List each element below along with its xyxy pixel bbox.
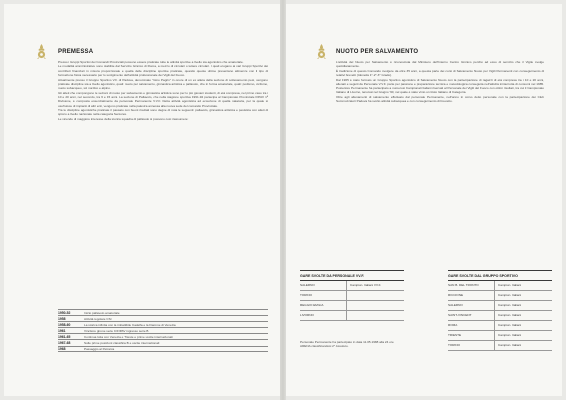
- paragraph: È tradizione di questo Comando svolgere da oltre 35 anni, a questa parte dei corsi di Salvamento Nuoto per Vigili Permanenti con conseguimento di relativi brevetti (Idoneità 1°-2°-3° Grado).: [336, 68, 544, 78]
- timeline-year: 1961: [58, 328, 66, 333]
- right-page: [286, 4, 562, 396]
- gruppo-races-table: [448, 270, 552, 351]
- race-result: Campion. Italiani: [494, 331, 552, 340]
- paragraph: Tra le discipline agonistiche praticate il passato con buoni risultati sono degne di nota le seguenti: pallavolo, ginnastica artistica e pesistica con atleti di spicco a livello nazionale nella categoria Seniores.: [58, 108, 268, 117]
- table-row: [448, 281, 552, 291]
- timeline-description: Inizio pallavolo amatoriale: [84, 310, 120, 315]
- race-result: Campion. Italiani: [494, 301, 552, 310]
- volleyball-timeline-table: [58, 309, 268, 352]
- timeline-description: Vincitore girone serie C/FIPAV ingresso serie B: [84, 328, 149, 333]
- timeline-year: 1961-65: [58, 334, 71, 339]
- timeline-description: La storica infinita con la imbattibile Cadelfa e la Fiamme di Venezia: [84, 322, 176, 327]
- race-place: REGGIO EMILIA: [300, 303, 324, 307]
- table-row: [448, 311, 552, 321]
- timeline-year: 1958-60: [58, 322, 71, 327]
- timeline-year: 1950-52: [58, 310, 71, 315]
- table-row: [58, 339, 268, 345]
- table-row: [58, 315, 268, 321]
- table-row: [58, 327, 268, 333]
- paragraph: Attualmente presso il Gruppo Sportivo V.F. di Padova, denominato "Gino Pagrin" in onore di un ex atleta della sezione di sollevamento pesi, vengono praticate discipline sia a livello agonistico, quali: nuoto per salvamento, ginnastica artistica e pallavolo, che in forma amatoriale, quali: podismo, ciclismo, nuoto subacqueo, sci nordico e alpino.: [58, 77, 268, 91]
- race-place: TORINO: [300, 293, 312, 297]
- table-row: [448, 331, 552, 341]
- race-place: SAN B. DEL TRONTO: [448, 283, 479, 287]
- table-row: [448, 341, 552, 351]
- paragraph: Oltre agli allenamenti di salvamento effettuato dal personale Permanente, nell'anno in corso detto personale con la partecipazione dei Club Sommozzatori Padova ha svolto attività subacquea e con conseguimento di brevetto.: [336, 94, 544, 104]
- timeline-description: Continua lotta con Venezia e Trieste e prime uscite internazionali: [84, 334, 173, 339]
- race-result: Campion. Italiani VV.F.: [346, 281, 404, 290]
- race-place: SALERNO: [448, 303, 463, 307]
- table-row: [58, 333, 268, 339]
- race-result: Campion. Italiani: [494, 341, 552, 350]
- table-title: GARE SVOLTE DA PERSONALE VV.F.: [300, 270, 404, 281]
- section-heading: NUOTO PER SALVAMENTO: [336, 49, 419, 55]
- race-result: Campion. Italiani: [494, 321, 552, 330]
- race-place: SALERNO: [300, 283, 315, 287]
- table-row: [300, 281, 404, 291]
- left-page: [4, 4, 280, 396]
- race-result: [346, 291, 404, 300]
- race-result: Campion. Italiani: [494, 311, 552, 320]
- race-place: SAINT-VINCENT: [448, 313, 472, 317]
- race-place: TORINO: [448, 343, 460, 347]
- timeline-year: 1958: [58, 316, 66, 321]
- race-place: ROMA: [448, 323, 458, 327]
- paragraph: Le vicende di maggiore interesse della storica squadra di pallavolo si possono così riassumere:: [58, 116, 189, 121]
- race-result: [346, 301, 404, 310]
- table-title: GARE SVOLTE DAL GRUPPO SPORTIVO: [448, 270, 552, 281]
- race-place: RICCIONE: [448, 293, 464, 297]
- table-row: [448, 321, 552, 331]
- paragraph: Dal 1965 è stato formato un Gruppo Sportivo agonistico di Salvamento Nuoto con la partecipazione di ragazzi di età compresa tra i 10 e 20 anni, allenati e seguiti da Personale V.V.F. parte per passione e preparazione tecnica e metodologica conseguita nell'attività ininterrotta di consumi nel 1985. Posteriore Permanente ha partecipato a numerosi Campionati Italiani riservati al Personale dei Vigili del Fuoco con ottimi risultati, tra cui il Campionato Italiano di Livorno, tenutosi nel Giugno '90, nel quale è stato vinto un titolo Italiano di Categoria.: [336, 77, 544, 95]
- table-row: [448, 301, 552, 311]
- paragraph: Le modalità amministrative sono stabilite dal Servizio Ginnico di Roma, a mezzo di circolari o lettere circolari. I quali erogano ai vari Gruppi Sportivi dei contributi finanziari in misura proporzionale e quella delle discipline sportive praticate, quando queste ultime presentano attinenze con il tipo di formazione fisica necessario per lo svolgimento dell'attività professionale dei Vigili del Fuoco.: [58, 64, 268, 78]
- body-text: [336, 60, 544, 165]
- paragraph: Gli atleti che compongono le sezioni di nuoto per salvamento e ginnastica artistica sono per lo più giovani studenti, di età compresa, nel primo caso tra i 10 e 20 anni, nel secondo, tra 6 e 15 anni. La sezione di Pallavolo, che nella stagione sportiva 1991-92 partecipa al Campionato Provinciale FIPAV 1ª Divisione, è composta essenzialmente da personale Permanente V.V.F. Detta attività agonistica ad eccezione di quella natatoria, per la quale si usufruisce di impianti di altri enti, vengono praticate nella palestra annessa alla nuova sede del comando Provinciale.: [58, 90, 268, 108]
- fireman-grenade-emblem-icon: [36, 44, 47, 59]
- paragraph: L'attività del Nuoto per Salvamento è riconosciuta dal Ministero dell'Interno Centro Ginnico perché ad esso di servizio che il Vigile svolge quotidianamente.: [336, 60, 544, 69]
- body-text: [58, 60, 268, 304]
- table-row: [58, 309, 268, 315]
- race-place: TRIESTE: [448, 333, 462, 337]
- table-row: [448, 291, 552, 301]
- section-heading: PREMESSA: [58, 49, 94, 55]
- timeline-description: Attività regolare CSI: [84, 316, 112, 321]
- paragraph: Presso i Gruppi Sportivi dei Comandi Provinciali possono essere praticate tutte le attività sportive a livello sia agonistico che amatoriale.: [58, 60, 244, 64]
- table-row: [300, 291, 404, 301]
- race-place: LIVORNO: [300, 313, 314, 317]
- timeline-year: 1968: [58, 346, 66, 351]
- fireman-grenade-emblem-icon: [316, 44, 327, 59]
- race-result: Campion. Italiani: [494, 291, 552, 300]
- personale-note: Personale Permanente ha partecipato in data 11.05.1988 alla 24 ore ARENA classificandosi 2° Assoluto.: [300, 340, 394, 349]
- table-row: [300, 301, 404, 311]
- table-row: [58, 321, 268, 327]
- timeline-description: Sulle prime posizioni classifica B e uscite internazionali: [84, 341, 160, 346]
- timeline-year: 1967-68: [58, 341, 71, 346]
- table-row: [58, 346, 268, 352]
- race-result: Campion. Italiani: [494, 281, 552, 290]
- timeline-description: Passaggio al Petrarca: [84, 346, 115, 351]
- race-result: [346, 311, 404, 320]
- personale-races-table: [300, 270, 404, 321]
- table-row: [300, 311, 404, 321]
